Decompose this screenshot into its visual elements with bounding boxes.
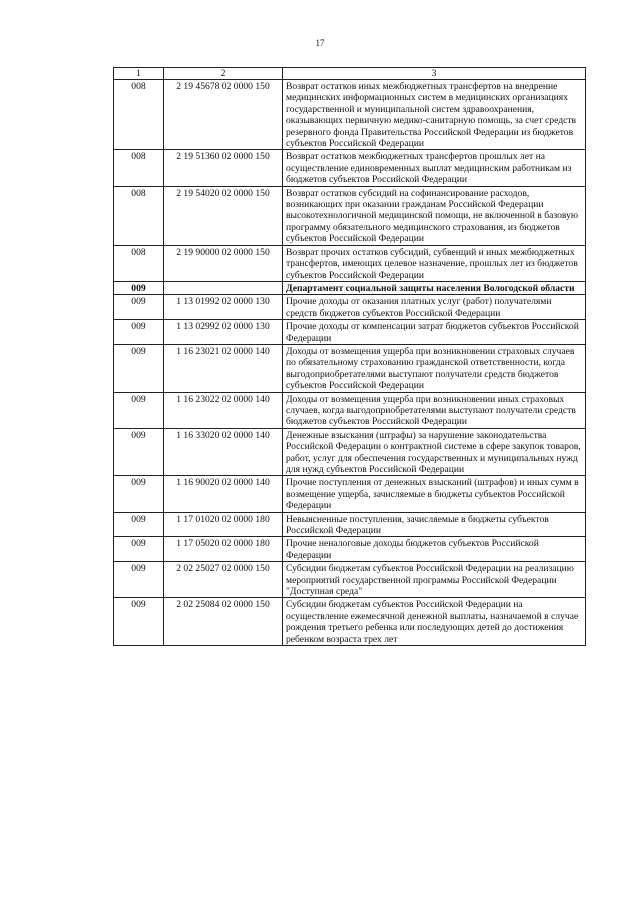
budget-codes-table: [113, 67, 586, 646]
table-row: [114, 562, 586, 598]
description-cell: Субсидии бюджетам субъектов Российской Федерации на реализацию мероприятий государственной программы Российской Федерации "Доступная среда": [283, 562, 586, 598]
column-number: 1: [114, 68, 164, 80]
admin-code-cell: 009: [114, 320, 164, 345]
table-row: [114, 428, 586, 476]
description-cell: Доходы от возмещения ущерба при возникновении иных страховых случаев, когда выгодоприобретателями выступают получатели средств бюджетов субъектов Российской Федерации: [283, 392, 586, 428]
table-row: [114, 476, 586, 512]
budget-code-cell: [164, 281, 283, 294]
description-cell: Субсидии бюджетам субъектов Российской Федерации на осуществление ежемесячной денежной выплаты, назначаемой в случае рождения третьего ребенка или последующих детей до достижения ребенком возраста трех лет: [283, 598, 586, 646]
admin-code-cell: 009: [114, 512, 164, 537]
budget-code-cell: 2 19 90000 02 0000 150: [164, 245, 283, 281]
admin-code-cell: 009: [114, 476, 164, 512]
table-row: [114, 245, 586, 281]
admin-code-cell: 009: [114, 537, 164, 562]
admin-code-cell: 009: [114, 598, 164, 646]
admin-code-cell: 008: [114, 150, 164, 186]
budget-code-cell: 1 13 01992 02 0000 130: [164, 295, 283, 320]
description-cell: Возврат остатков межбюджетных трансфертов прошлых лет на осуществление единовременных выплат медицинским работникам из бюджетов субъектов Российской Федерации: [283, 150, 586, 186]
description-cell: Возврат прочих остатков субсидий, субвенций и иных межбюджетных трансфертов, имеющих целевое назначение, прошлых лет из бюджетов субъектов Российской Федерации: [283, 245, 586, 281]
admin-code-cell: 008: [114, 80, 164, 150]
description-cell: Денежные взыскания (штрафы) за нарушение законодательства Российской Федерации о контрактной системе в сфере закупок товаров, работ, услуг для обеспечения государственных и муниципальных нужд для нужд субъектов Российской Федерации: [283, 428, 586, 476]
column-number: 3: [283, 68, 586, 80]
admin-code-cell: 008: [114, 186, 164, 245]
column-number-row: [114, 68, 586, 80]
budget-code-cell: 1 13 02992 02 0000 130: [164, 320, 283, 345]
budget-code-cell: 1 17 05020 02 0000 180: [164, 537, 283, 562]
table-row: [114, 295, 586, 320]
admin-code-cell: 009: [114, 281, 164, 294]
table-row: [114, 344, 586, 392]
budget-code-cell: 2 02 25084 02 0000 150: [164, 598, 283, 646]
description-cell: Прочие поступления от денежных взысканий (штрафов) и иных сумм в возмещение ущерба, зачисляемые в бюджеты субъектов Российской Федерации: [283, 476, 586, 512]
admin-code-cell: 009: [114, 392, 164, 428]
description-cell: Невыясненные поступления, зачисляемые в бюджеты субъектов Российской Федерации: [283, 512, 586, 537]
admin-code-cell: 009: [114, 344, 164, 392]
description-cell: Департамент социальной защиты населения Вологодской области: [283, 281, 586, 294]
description-cell: Возврат остатков иных межбюджетных трансфертов на внедрение медицинских информационных систем в медицинских организациях государственной и муниципальной систем здравоохранения, оказывающих первичную медико-санитарную помощь, за счет средств резервного фонда Правительства Российской Федерации из бюджетов субъектов Российской Федерации: [283, 80, 586, 150]
table-row: [114, 512, 586, 537]
description-cell: Возврат остатков субсидий на софинансирование расходов, возникающих при оказании гражданам Российской Федерации высокотехнологичной медицинской помощи, не включенной в базовую программу обязательного медицинского страхования, из бюджетов субъектов Российской Федерации: [283, 186, 586, 245]
budget-code-cell: 1 16 23021 02 0000 140: [164, 344, 283, 392]
budget-code-cell: 2 19 51360 02 0000 150: [164, 150, 283, 186]
table-row: [114, 186, 586, 245]
table-row: [114, 281, 586, 294]
budget-code-cell: 1 17 01020 02 0000 180: [164, 512, 283, 537]
page-number: 17: [315, 38, 325, 48]
description-cell: Прочие неналоговые доходы бюджетов субъектов Российской Федерации: [283, 537, 586, 562]
budget-code-cell: 1 16 90020 02 0000 140: [164, 476, 283, 512]
table-row: [114, 537, 586, 562]
description-cell: Прочие доходы от оказания платных услуг (работ) получателями средств бюджетов субъектов Российской Федерации: [283, 295, 586, 320]
admin-code-cell: 009: [114, 562, 164, 598]
table-row: [114, 392, 586, 428]
budget-code-cell: 2 02 25027 02 0000 150: [164, 562, 283, 598]
admin-code-cell: 009: [114, 428, 164, 476]
table-row: [114, 150, 586, 186]
table-row: [114, 598, 586, 646]
budget-code-cell: 1 16 33020 02 0000 140: [164, 428, 283, 476]
table-row: [114, 320, 586, 345]
column-number: 2: [164, 68, 283, 80]
admin-code-cell: 008: [114, 245, 164, 281]
description-cell: Прочие доходы от компенсации затрат бюджетов субъектов Российской Федерации: [283, 320, 586, 345]
table-row: [114, 80, 586, 150]
admin-code-cell: 009: [114, 295, 164, 320]
description-cell: Доходы от возмещения ущерба при возникновении страховых случаев по обязательному страхованию гражданской ответственности, когда выгодоприобретателями выступают получатели средств бюджетов субъектов Российской Федерации: [283, 344, 586, 392]
budget-code-cell: 2 19 45678 02 0000 150: [164, 80, 283, 150]
budget-code-cell: 2 19 54020 02 0000 150: [164, 186, 283, 245]
budget-code-cell: 1 16 23022 02 0000 140: [164, 392, 283, 428]
